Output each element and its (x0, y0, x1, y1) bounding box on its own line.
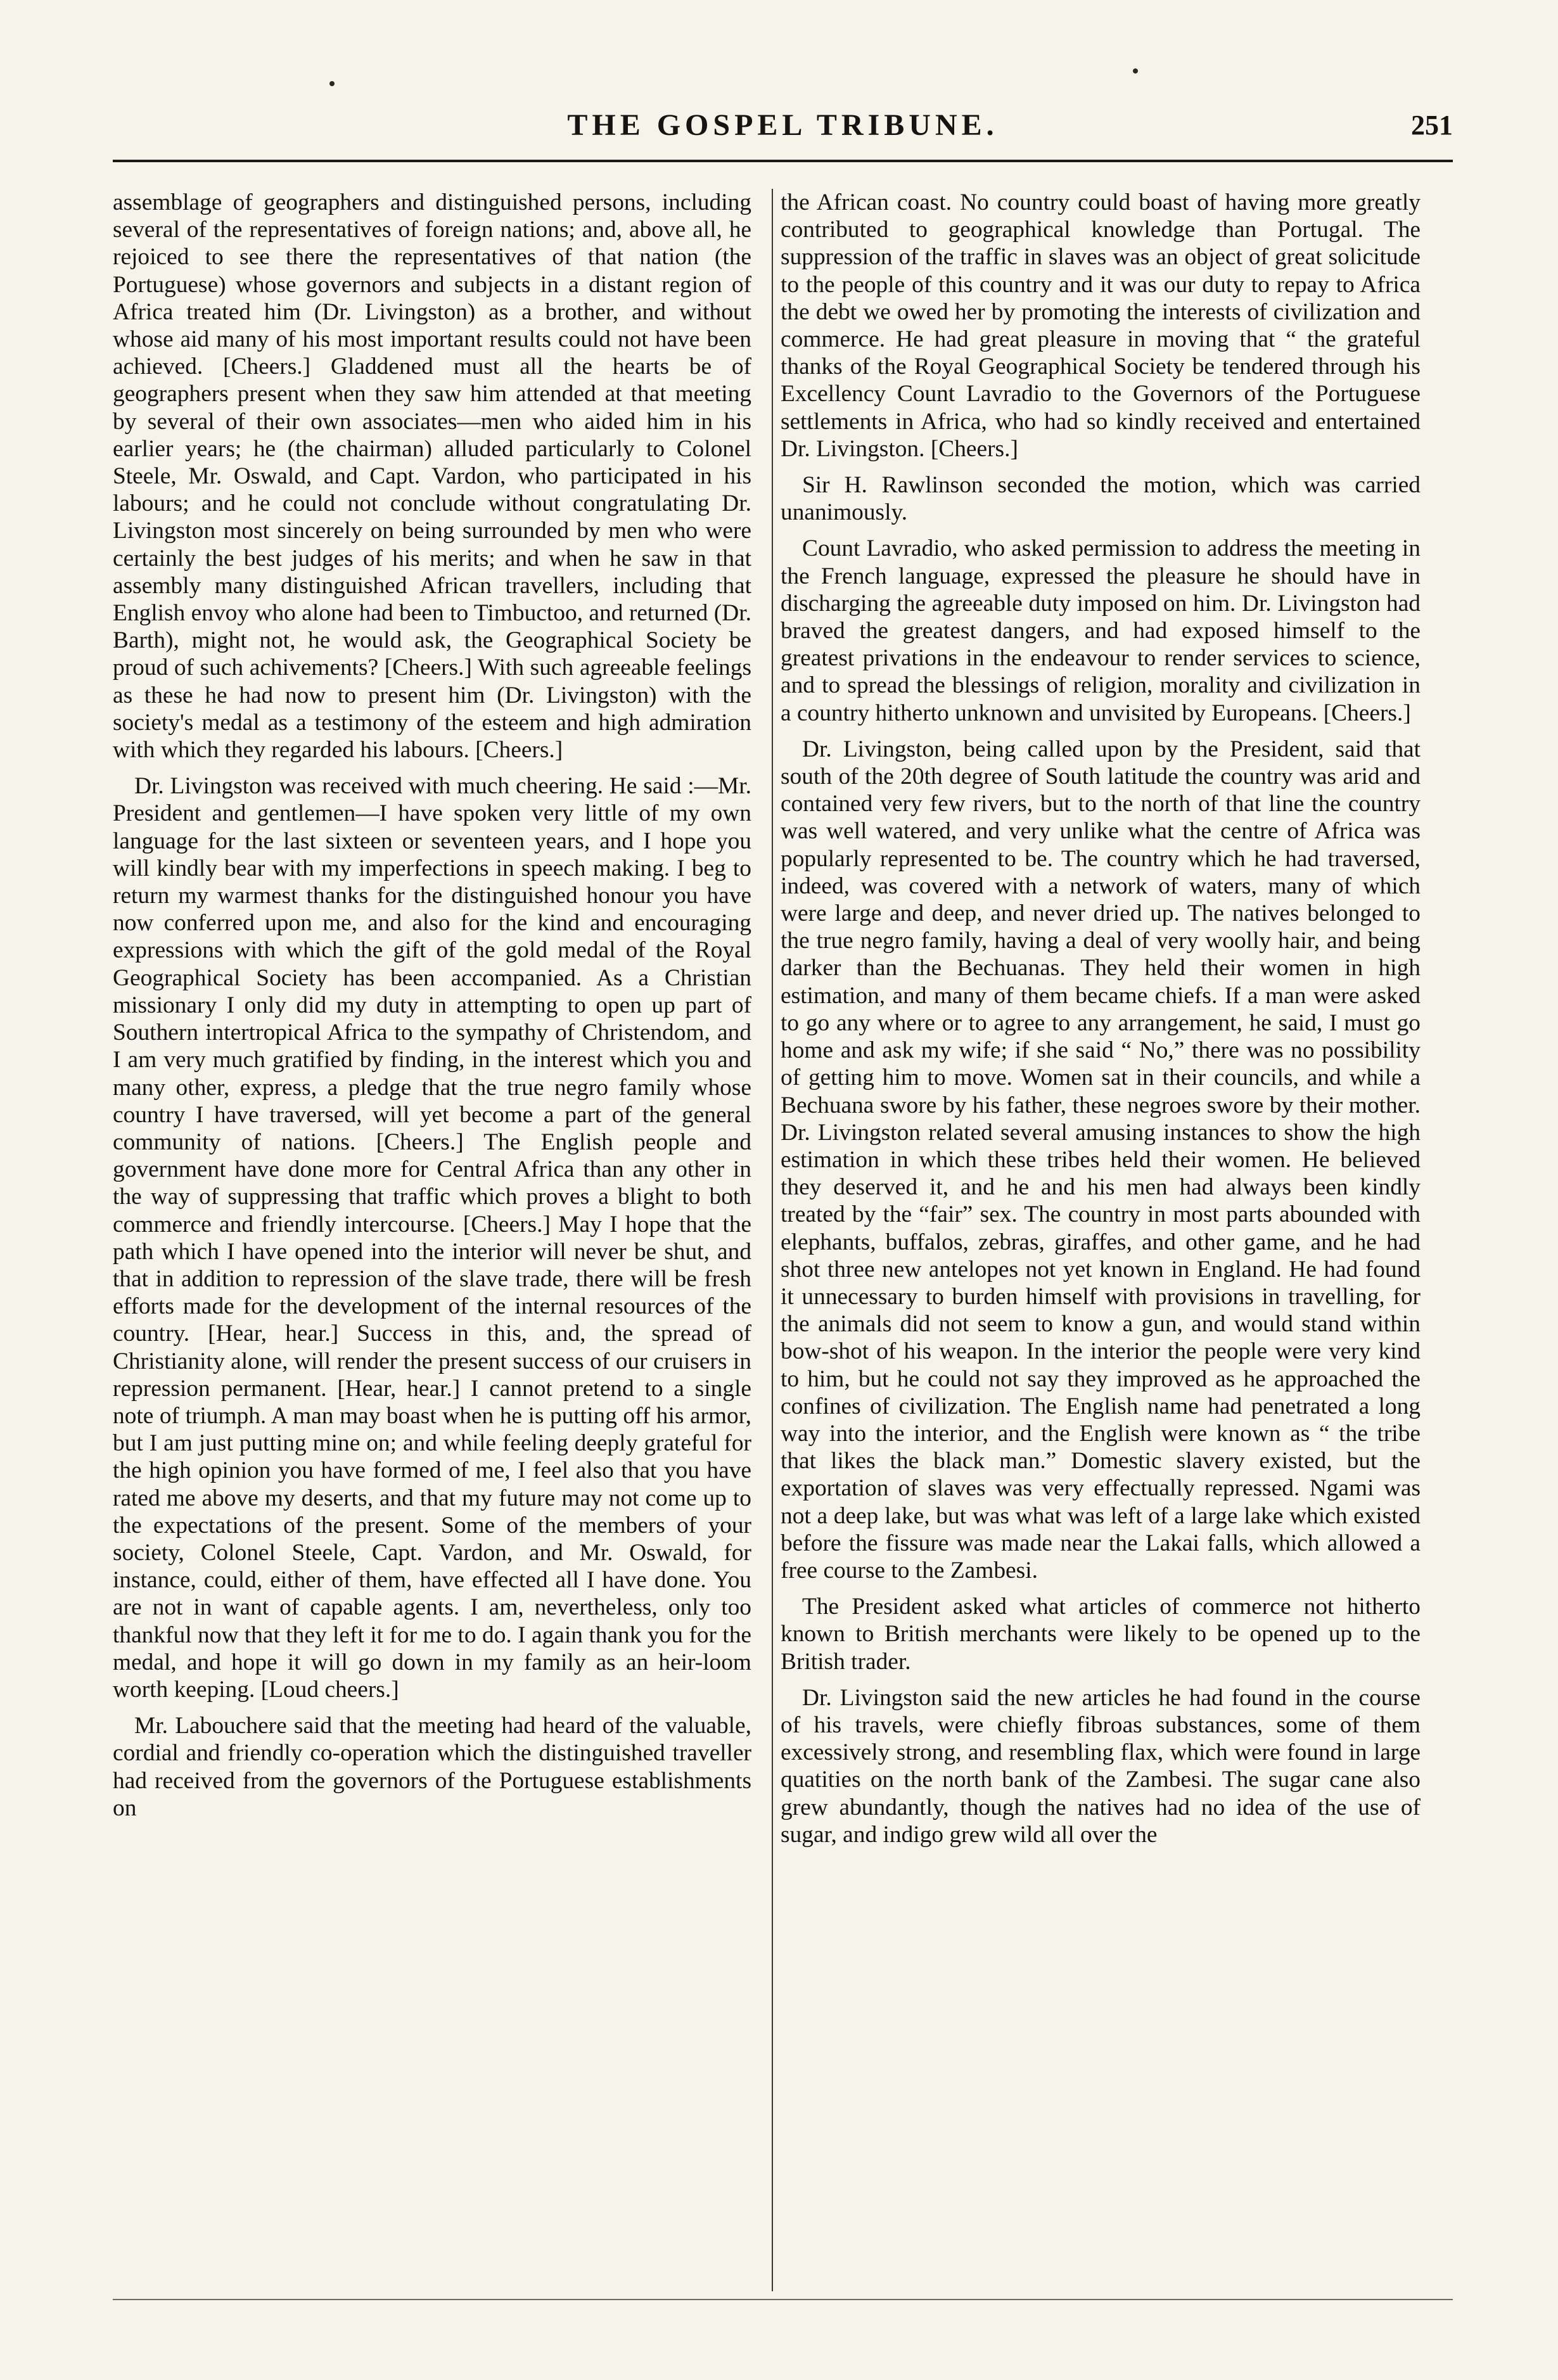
page-number: 251 (1411, 110, 1453, 141)
page-header (113, 108, 1453, 158)
right-column (781, 189, 1421, 2293)
left-column (113, 189, 751, 2293)
paragraph: The President asked what articles of commerce not hitherto known to British merchants were likely to be opened up to the British trader. (781, 1594, 1421, 1675)
column-divider (772, 189, 773, 2291)
header-rule (113, 160, 1453, 162)
paragraph: Sir H. Rawlinson seconded the motion, which was carried unanimously. (781, 472, 1421, 526)
print-speck (1133, 68, 1138, 74)
paragraph: the African coast. No country could boast of having more greatly contributed to geographical knowledge than Portugal. The suppression of the traffic in slaves was an object of great solicitude to the people of this country and it was our duty to repay to Africa the debt we owed her by promoting the interests of civilization and commerce. He had great pleasure in moving that “ the grateful thanks of the Royal Geographical Society be tendered through his Excellency Count Lavradio to the Governors of the Portuguese settlements in Africa, who had so kindly received and entertained Dr. Livingston. [Cheers.] (781, 189, 1421, 462)
paragraph: Count Lavradio, who asked permission to address the meeting in the French language, expressed the pleasure he should have in discharging the agreeable duty imposed on him. Dr. Livingston had braved the greatest dangers, and had exposed himself to the greatest privations in the endeavour to render services to science, and to spread the blessings of religion, morality and civilization in a country hitherto unknown and unvisited by Europeans. [Cheers.] (781, 535, 1421, 726)
paragraph: assemblage of geographers and distinguished persons, including several of the representatives of foreign nations; and, above all, he rejoiced to see there the representatives of that nation (the Portuguese) whose governors and subjects in a distant region of Africa treated him (Dr. Livingston) as a brother, and without whose aid many of his most important results could not have been achieved. [Cheers.] Gladdened must all the hearts be of geographers present when they saw him attended at that meeting by several of their own associates—men who aided him in his earlier years; he (the chairman) alluded particularly to Colonel Steele, Mr. Oswald, and Capt. Vardon, who participated in his labours; and he could not conclude without congratulating Dr. Livingston most sincerely on being surrounded by men who were certainly the best judges of his merits; and when he saw in that assembly many distinguished African travellers, including that English envoy who alone had been to Timbuctoo, and returned (Dr. Barth), might not, he would ask, the Geographical Society be proud of such achivements? [Cheers.] With such agreeable feelings as these he had now to present him (Dr. Livingston) with the society's medal as a testimony of the esteem and high admiration with which they regarded his labours. [Cheers.] (113, 189, 751, 764)
paragraph: Mr. Labouchere said that the meeting had heard of the valuable, cordial and friendly co-operation which the distinguished traveller had received from the governors of the Portuguese establishments on (113, 1713, 751, 1821)
paragraph: Dr. Livingston was received with much cheering. He said :—Mr. President and gentlemen—I have spoken very little of my own language for the last sixteen or seventeen years, and I hope you will kindly bear with my imperfections in speech making. I beg to return my warmest thanks for the distinguished honour you have now conferred upon me, and also for the kind and encouraging expressions with which the gift of the gold medal of the Royal Geographical Society has been accompanied. As a Christian missionary I only did my duty in attempting to open up part of Southern intertropical Africa to the sympathy of Christendom, and I am very much gratified by finding, in the interest which you and many other, express, a pledge that the true negro family whose country I have traversed, will yet become a part of the general community of nations. [Cheers.] The English people and government have done more for Central Africa than any other in the way of suppressing that traffic which proves a blight to both commerce and friendly intercourse. [Cheers.] May I hope that the path which I have opened into the interior will never be shut, and that in addition to repression of the slave trade, there will be fresh efforts made for the development of the internal resources of the country. [Hear, hear.] Success in this, and, the spread of Christianity alone, will render the present success of our cruisers in repression permanent. [Hear, hear.] I cannot pretend to a single note of triumph. A man may boast when he is putting off his armor, but I am just putting mine on; and while feeling deeply grateful for the high opinion you have formed of me, I feel also that you have rated me above my deserts, and that my future may not come up to the expectations of the present. Some of the members of your society, Colonel Steele, Capt. Vardon, and Mr. Oswald, for instance, could, either of them, have effected all I have done. You are not in want of capable agents. I am, nevertheless, only too thankful now that they left it for me to do. I again thank you for the medal, and hope it will go down in my family as an heir-loom worth keeping. [Loud cheers.] (113, 773, 751, 1703)
running-title: THE GOSPEL TRIBUNE. (567, 108, 999, 142)
paragraph: Dr. Livingston, being called upon by the President, said that south of the 20th degree of South latitude the country was arid and contained very few rivers, but to the north of that line the country was well watered, and very unlike what the centre of Africa was popularly represented to be. The country which he had traversed, indeed, was covered with a network of waters, many of which were large and deep, and never dried up. The natives belonged to the true negro family, having a deal of very woolly hair, and being darker than the Bechuanas. They held their women in high estimation, and many of them became chiefs. If a man were asked to go any where or to agree to any arrangement, he said, I must go home and ask my wife; if she said “ No,” there was no possibility of getting him to move. Women sat in their councils, and while a Bechuana swore by his father, these negroes swore by their mother. Dr. Livingston related several amusing instances to show the high estimation in which these tribes held their women. He believed they deserved it, and he and his men had always been kindly treated by the “fair” sex. The country in most parts abounded with elephants, buffalos, zebras, giraffes, and other game, and he had shot three new antelopes not yet known in England. He had found it unnecessary to burden himself with provisions in travelling, for the animals did not seem to know a gun, and would stand within bow-shot of his weapon. In the interior the people were very kind to him, but he could not say they improved as he approached the confines of civilization. The English name had penetrated a long way into the interior, and the English were known as “ the tribe that likes the black man.” Domestic slavery existed, but the exportation of slaves was very effectually repressed. Ngami was not a deep lake, but was what was left of a large lake which existed before the fissure was made near the Lakai falls, which allowed a free course to the Zambesi. (781, 736, 1421, 1583)
print-speck (329, 81, 335, 86)
paragraph: Dr. Livingston said the new articles he had found in the course of his travels, were chiefly fibroas substances, some of them excessively strong, and resembling flax, which were found in large quatities on the north bank of the Zambesi. The sugar cane also grew abundantly, though the natives had no idea of the use of sugar, and indigo grew wild all over the (781, 1684, 1421, 1848)
bottom-rule (113, 2299, 1453, 2300)
